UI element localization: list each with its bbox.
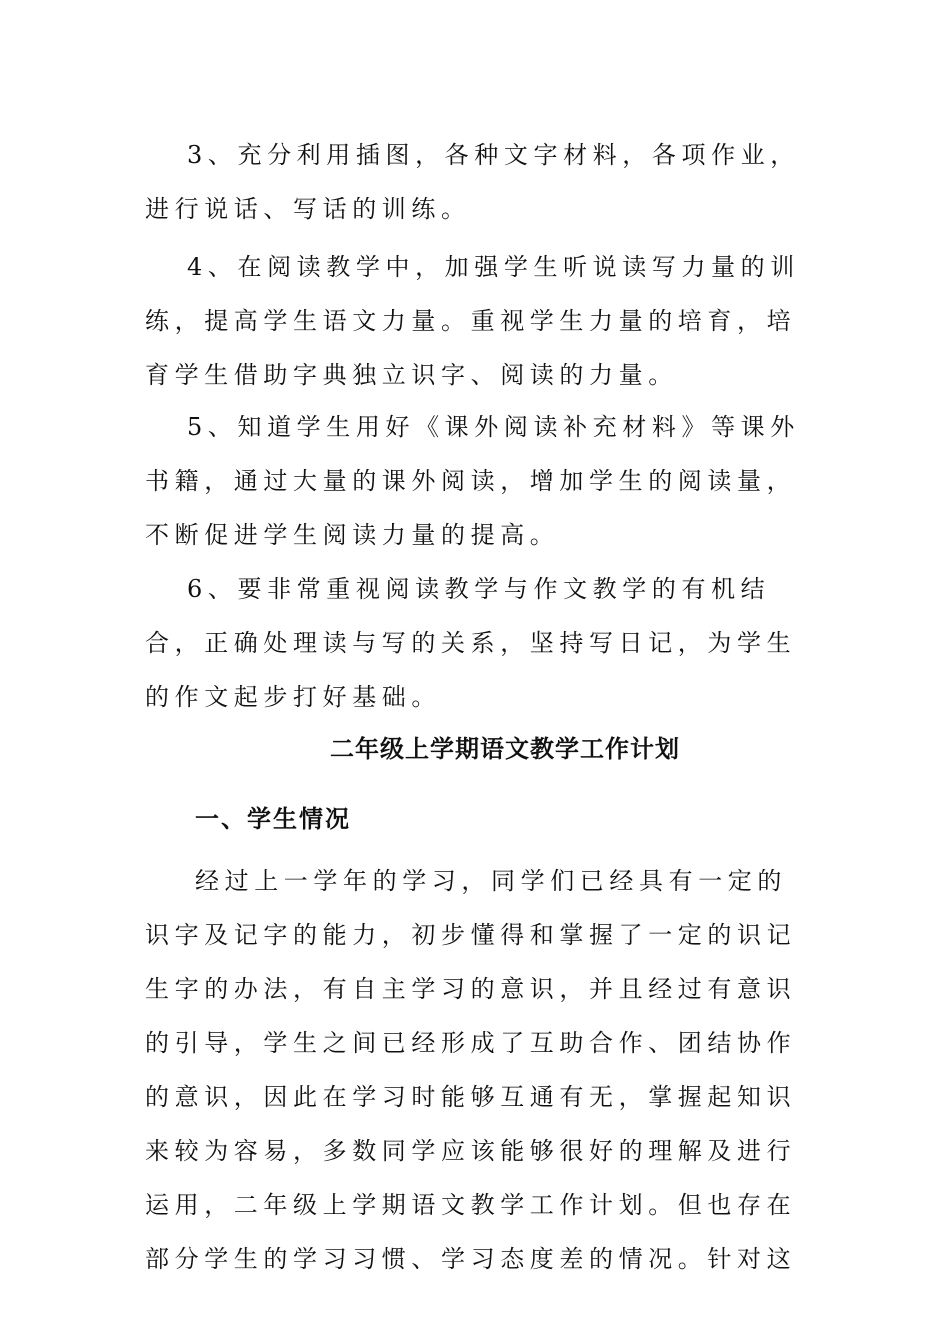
paragraph-item-4: 4、在阅读教学中，加强学生听说读写力量的训练，提高学生语文力量。重视学生力量的培育，培育学生借助字典独立识字、阅读的力量。 xyxy=(145,253,800,389)
paragraph-item-6: 6、要非常重视阅读教学与作文教学的有机结合，正确处理读与写的关系，坚持写日记，为学生的作文起步打好基础。 xyxy=(145,575,797,711)
section-heading-student-situation: 一、学生情况 xyxy=(195,805,351,833)
paragraph-item-3: 3、充分利用插图，各种文字材料，各项作业，进行说话、写话的训练。 xyxy=(145,141,800,223)
section-body-student-situation: 经过上一学年的学习，同学们已经具有一定的识字及记字的能力，初步懂得和掌握了一定的识记生字的办法，有自主学习的意识，并且经过有意识的引导，学生之间已经形成了互助合作、团结协作的意识，因此在学习时能够互通有无，掌握起知识来较为容易，多数同学应该能够很好的理解及进行运用，二年级上学期语文教学工作计划。但也存在部分学生的学习习惯、学习态度差的情况。针对这 xyxy=(145,867,797,1273)
paragraph-item-5: 5、知道学生用好《课外阅读补充材料》等课外书籍，通过大量的课外阅读，增加学生的阅读量，不断促进学生阅读力量的提高。 xyxy=(145,413,800,549)
document-title: 二年级上学期语文教学工作计划 xyxy=(330,735,680,763)
